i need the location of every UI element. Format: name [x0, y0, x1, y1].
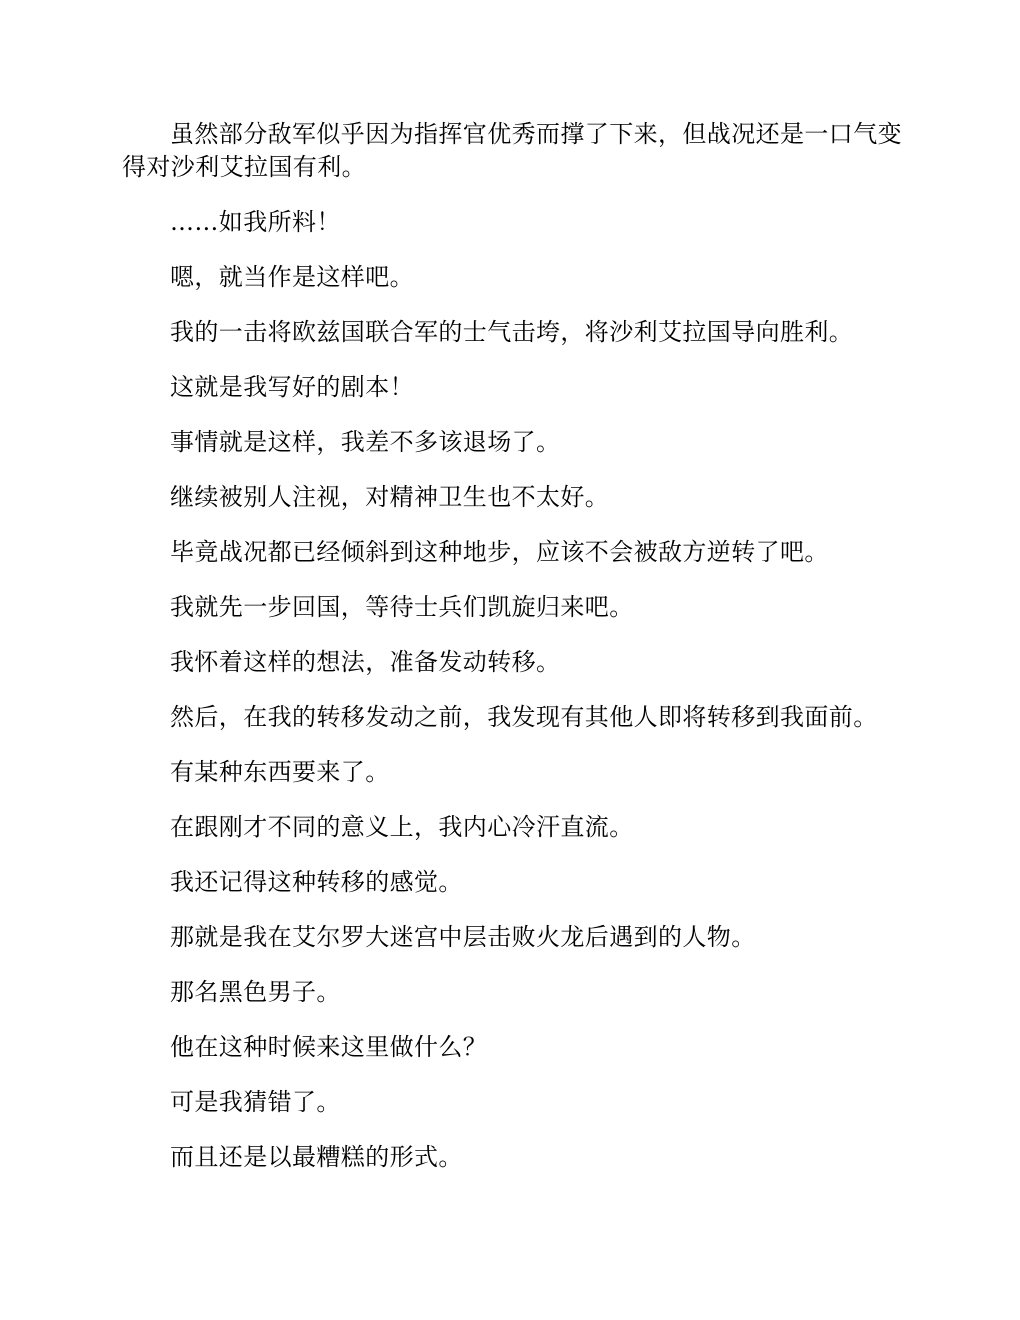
paragraph-10: 我怀着这样的想法，准备发动转移。 [170, 648, 561, 676]
paragraph-6: 事情就是这样，我差不多该退场了。 [170, 428, 561, 456]
paragraph-17: 他在这种时候来这里做什么？ [170, 1033, 488, 1061]
paragraph-12: 有某种东西要来了。 [170, 758, 390, 786]
paragraph-8: 毕竟战况都已经倾斜到这种地步，应该不会被敌方逆转了吧。 [170, 538, 829, 566]
paragraph-9: 我就先一步回国，等待士兵们凯旋归来吧。 [170, 593, 634, 621]
paragraph-16: 那名黑色男子。 [170, 978, 341, 1006]
paragraph-2: ……如我所料！ [170, 208, 341, 236]
paragraph-19: 而且还是以最糟糕的形式。 [170, 1143, 463, 1171]
paragraph-15: 那就是我在艾尔罗大迷宫中层击败火龙后遇到的人物。 [170, 923, 756, 951]
paragraph-7: 继续被别人注视，对精神卫生也不太好。 [170, 483, 610, 511]
text-body [122, 118, 902, 1174]
paragraph-1: 虽然部分敌军似乎因为指挥官优秀而撑了下来，但战况还是一口气变得对沙利艾拉国有利。 [122, 120, 902, 181]
paragraph-18: 可是我猜错了。 [170, 1088, 341, 1116]
paragraph-13: 在跟刚才不同的意义上，我内心冷汗直流。 [170, 813, 634, 841]
paragraph-5: 这就是我写好的剧本！ [170, 373, 414, 401]
paragraph-14: 我还记得这种转移的感觉。 [170, 868, 463, 896]
paragraph-11: 然后，在我的转移发动之前，我发现有其他人即将转移到我面前。 [170, 703, 878, 731]
paragraph-4: 我的一击将欧兹国联合军的士气击垮，将沙利艾拉国导向胜利。 [170, 318, 854, 346]
paragraph-3: 嗯，就当作是这样吧。 [170, 263, 414, 291]
